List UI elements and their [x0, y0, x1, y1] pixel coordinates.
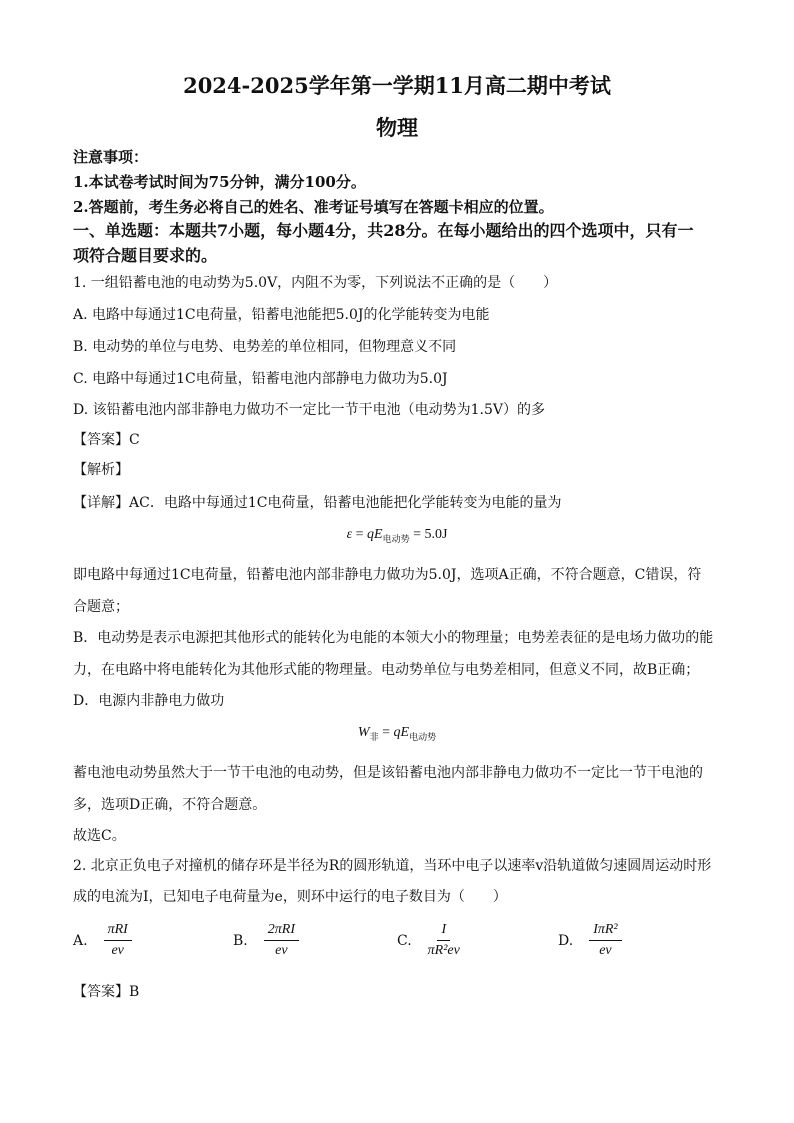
q2-option-c-denominator: πR²ev: [427, 943, 460, 958]
q1-detail-8: 多，选项D正确，不符合题意。: [73, 797, 267, 813]
q2-option-b: [233, 922, 299, 959]
q1-detail-4: B．电动势是表示电源把其他形式的能转化为电能的本领大小的物理量；电势差表征的是电场力做功的能: [73, 630, 714, 646]
q1-answer: 【答案】C: [73, 432, 140, 448]
q1-detail-7: 蓄电池电动势虽然大于一节干电池的电动势，但是该铅蓄电池内部非静电力做功不一定比一节干电池的: [73, 765, 703, 781]
formula-work-e: E: [400, 725, 410, 740]
q2-option-a: [73, 922, 132, 959]
formula-emf-sub: 电动势: [382, 533, 410, 544]
q1-option-a: A. 电路中每通过1C电荷量，铅蓄电池能把5.0J的化学能转变为电能: [73, 307, 490, 323]
exam-title: 2024-2025学年第一学期11月高二期中考试: [183, 73, 611, 98]
q2-option-a-denominator: ev: [111, 943, 124, 958]
section-heading-line2: 项符合题目要求的。: [73, 246, 218, 265]
formula-work-q: q: [393, 725, 401, 740]
q1-option-c: C. 电路中每通过1C电荷量，铅蓄电池内部静电力做功为5.0J: [73, 371, 448, 387]
formula-work-w: W: [357, 725, 370, 740]
q2-option-c-fraction: [428, 922, 460, 959]
q2-option-b-label: B.: [233, 932, 248, 949]
notes-heading: 注意事项：: [73, 148, 149, 166]
q1-stem: 1. 一组铅蓄电池的电动势为5.0V，内阻不为零，下列说法不正确的是（ ）: [73, 275, 558, 291]
note-1: 1.本试卷考试时间为75分钟，满分100分。: [73, 173, 366, 191]
note-2: 2.答题前，考生务必将自己的姓名、准考证号填写在答题卡相应的位置。: [73, 198, 554, 216]
q1-detail-1: 【详解】AC．电路中每通过1C电荷量，铅蓄电池能把化学能转变为电能的量为: [73, 495, 562, 511]
q2-stem-line2: 成的电流为I，已知电子电荷量为e，则环中运行的电子数目为（ ）: [73, 889, 507, 905]
formula-emf-eq: =: [352, 527, 367, 542]
q2-answer: 【答案】B: [73, 984, 140, 1000]
q1-detail-3: 合题意；: [73, 599, 129, 615]
q2-option-c: [397, 922, 460, 959]
q1-detail-5: 力，在电路中将电能转化为其他形式能的物理量。电动势单位与电势差相同，但意义不同，故B正确；: [73, 662, 700, 678]
q1-analysis-label: 【解析】: [73, 462, 129, 478]
q2-option-d-label: D.: [558, 932, 574, 949]
q2-option-d-fraction: [589, 922, 621, 959]
formula-emf-q: q: [367, 527, 374, 542]
formula-work-wsub: 非: [369, 731, 379, 742]
q2-option-a-fraction: [104, 922, 132, 959]
exam-subject: 物理: [376, 115, 418, 140]
q2-option-a-numerator: πRI: [104, 922, 132, 941]
q2-option-d: [558, 922, 622, 959]
q1-detail-6: D．电源内非静电力做功: [73, 693, 225, 709]
q2-option-c-label: C.: [397, 932, 412, 949]
q2-option-d-numerator: IπR²: [589, 922, 621, 941]
q2-option-c-numerator: I: [437, 922, 450, 941]
formula-work: [0, 725, 794, 743]
q2-option-d-denominator: ev: [599, 943, 612, 958]
formula-work-eq: =: [378, 725, 394, 740]
formula-emf-e: E: [374, 527, 383, 542]
q2-stem-line1: 2. 北京正负电子对撞机的储存环是半径为R的圆形轨道，当环中电子以速率v沿轨道做匀速圆周运动时形: [73, 858, 712, 874]
q1-detail-2: 即电路中每通过1C电荷量，铅蓄电池内部非静电力做功为5.0J，选项A正确，不符合题意，C错误，符: [73, 567, 702, 583]
q1-detail-9: 故选C。: [73, 828, 126, 844]
q2-option-a-label: A.: [73, 932, 88, 949]
formula-emf-lhs: ε: [346, 527, 353, 542]
q2-option-b-numerator: 2πRI: [264, 922, 299, 941]
formula-emf: [0, 527, 794, 545]
q2-option-b-fraction: [264, 922, 299, 959]
q1-option-b: B. 电动势的单位与电势、电势差的单位相同，但物理意义不同: [73, 339, 457, 355]
q2-option-b-denominator: ev: [275, 943, 288, 958]
q1-option-d: D. 该铅蓄电池内部非静电力做功不一定比一节干电池（电动势为1.5V）的多: [73, 402, 545, 418]
formula-work-sub: 电动势: [409, 731, 437, 742]
formula-emf-rhs: = 5.0J: [409, 527, 448, 542]
section-heading-line1: 一、单选题：本题共7小题，每小题4分，共28分。在每小题给出的四个选项中，只有一: [73, 221, 694, 240]
